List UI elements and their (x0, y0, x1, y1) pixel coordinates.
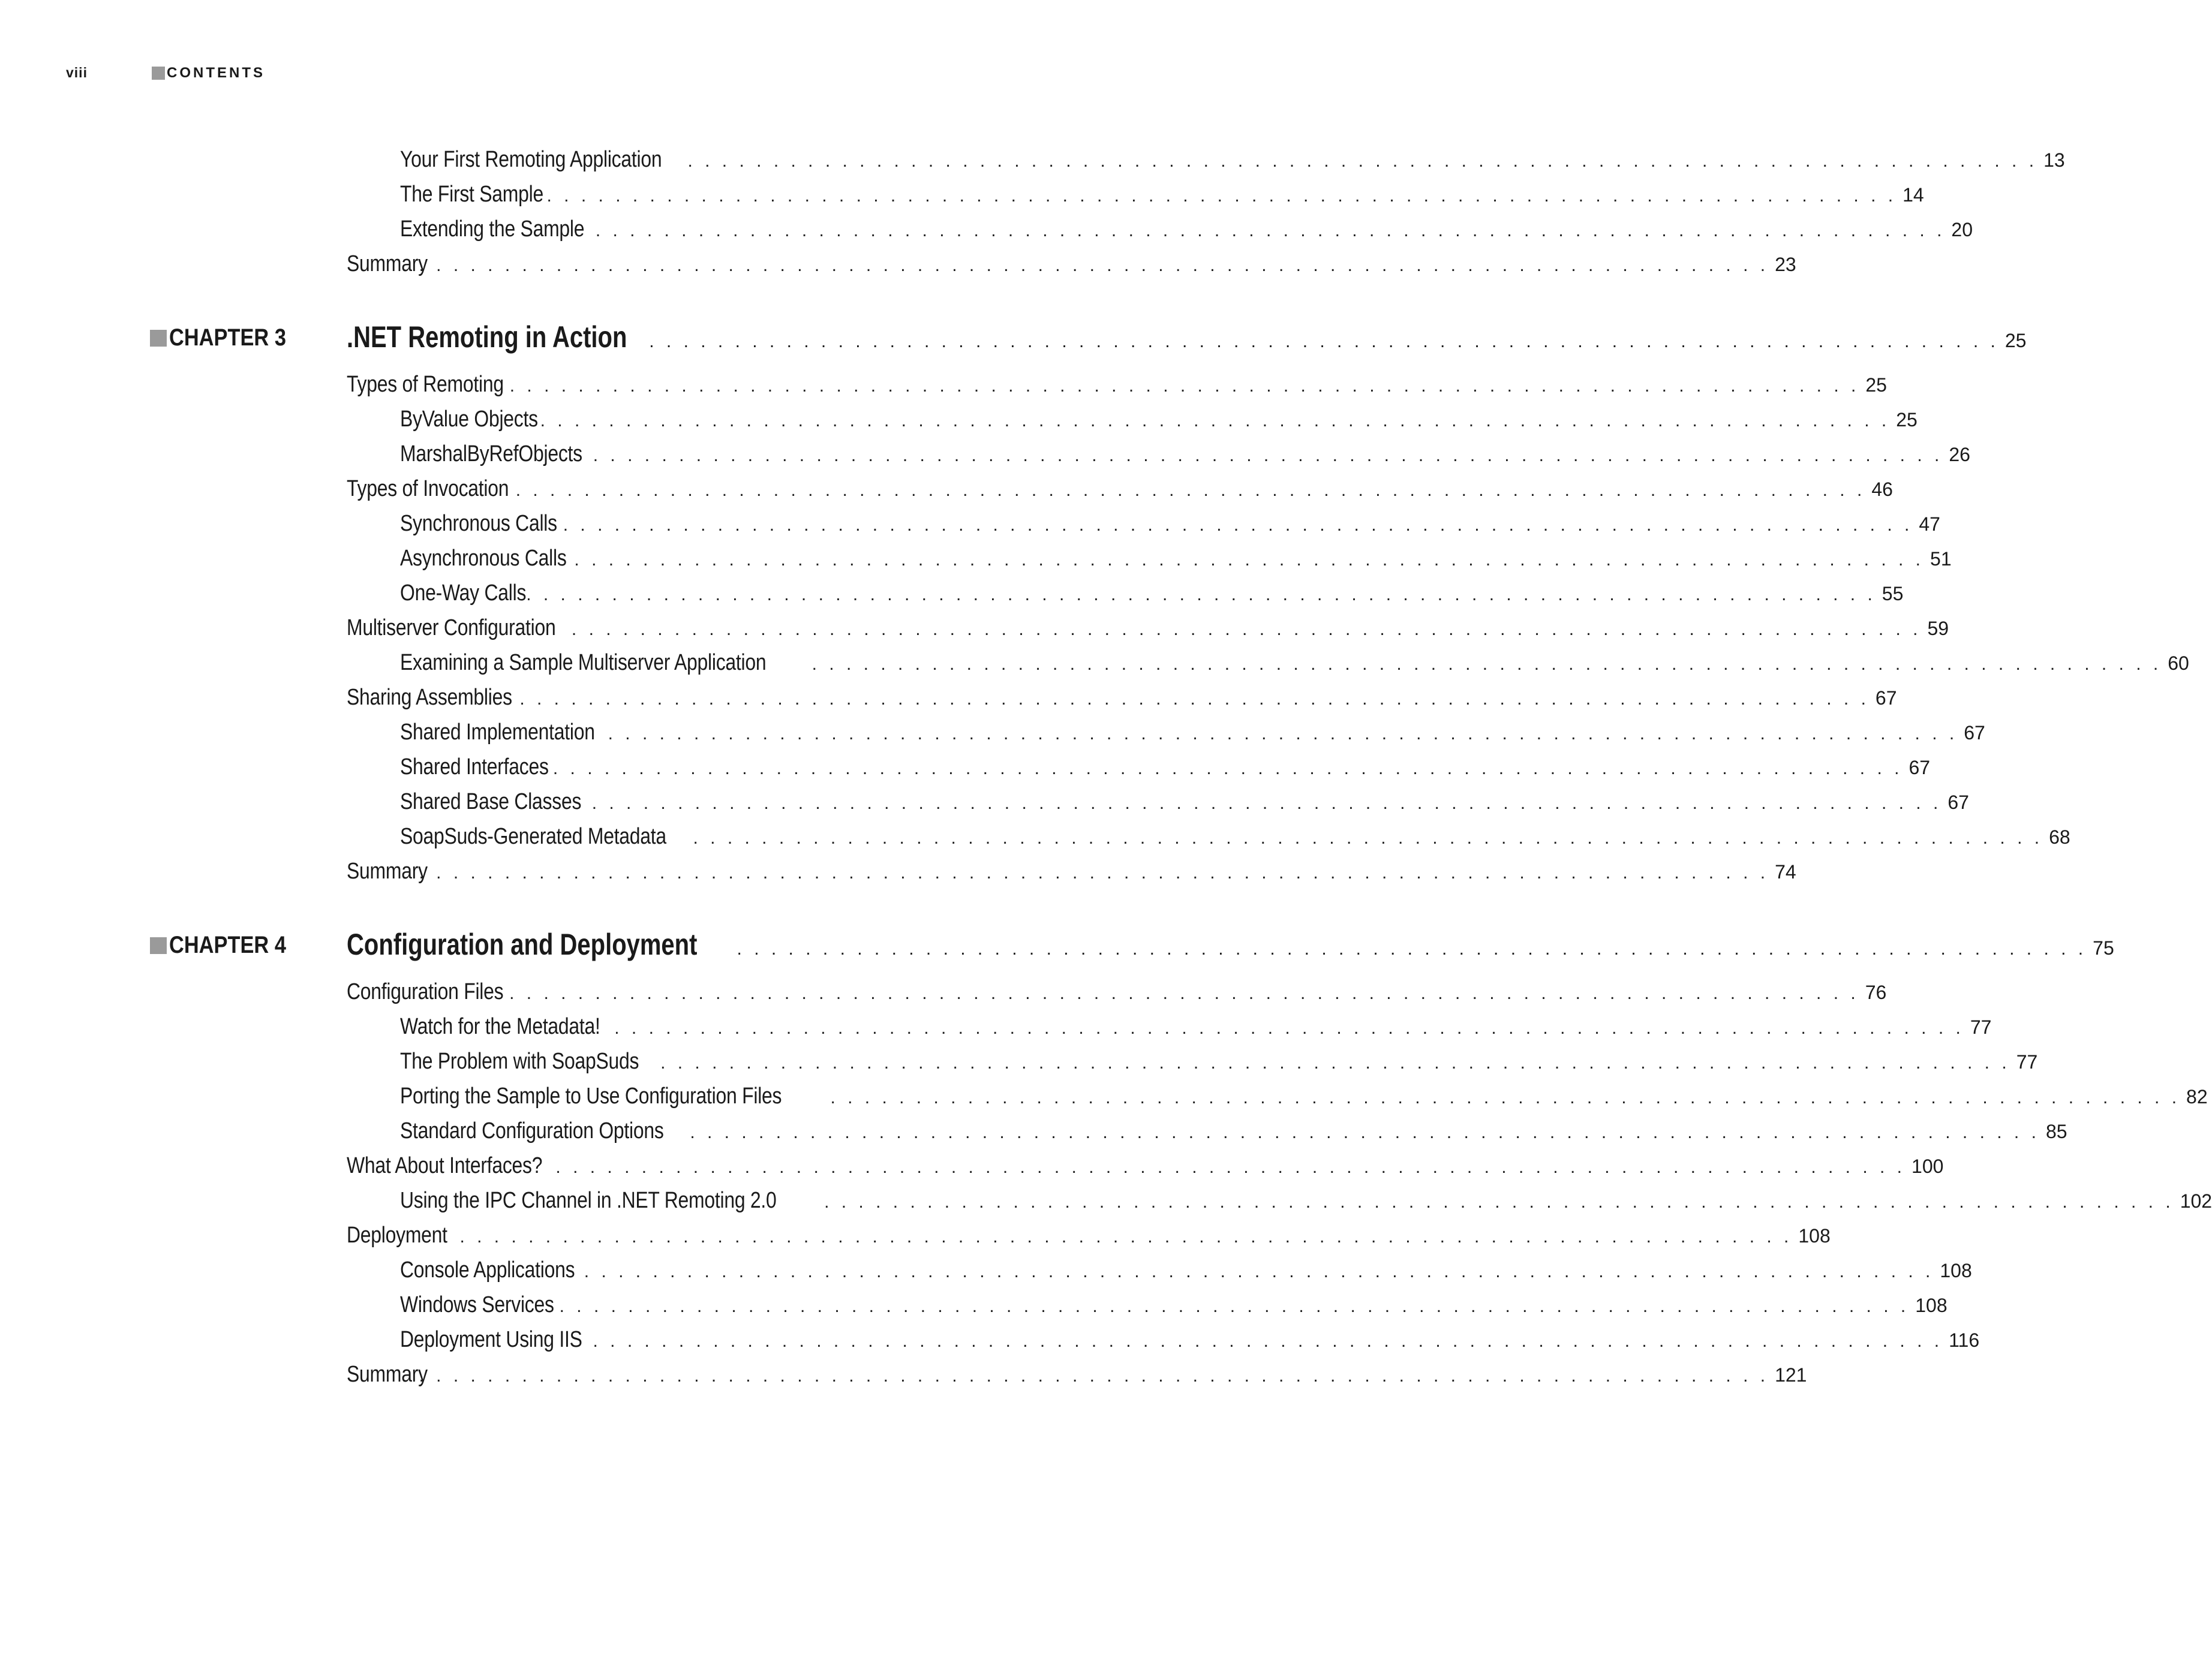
chapter-number: CHAPTER 4 (169, 932, 286, 958)
toc-entry-page: 74 (1775, 861, 1796, 883)
dot-leader: . . . . . . . . . . . . . . . . . . . . . . . . . . . . . . . . . . . . . . . . . . . . . . . . . . . . . . . . . . . . . . . . . . . . . . . . . . . . . . . (660, 1053, 2010, 1073)
dot-leader: . . . . . . . . . . . . . . . . . . . . . . . . . . . . . . . . . . . . . . . . . . . . . . . . . . . . . . . . . . . . . . . . . . . . . . . . . . . . . . . (591, 793, 1942, 813)
toc-entry[interactable] (400, 546, 1952, 579)
toc-entry[interactable] (347, 979, 1887, 1013)
toc-entry[interactable] (347, 1153, 1944, 1187)
dot-leader: . . . . . . . . . . . . . . . . . . . . . . . . . . . . . . . . . . . . . . . . . . . . . . . . . . . . . . . . . . . . . . . . . . . . . . . . . . . . . . . (584, 1262, 1934, 1281)
chapter-3-heading[interactable] (150, 320, 2027, 359)
toc-entry[interactable] (347, 1223, 1831, 1256)
toc-entry[interactable] (347, 1362, 1807, 1395)
toc-entry-title: One-Way Calls (400, 580, 527, 606)
chapter-title: .NET Remoting in Action (347, 320, 627, 354)
toc-entry-title: ByValue Objects (400, 407, 538, 432)
gray-square-icon (150, 937, 167, 954)
toc-entry[interactable] (347, 615, 1949, 649)
gray-square-icon (152, 67, 165, 80)
toc-entry-page: 77 (1970, 1016, 1992, 1038)
toc-entry-title: Windows Services (400, 1292, 554, 1317)
dot-leader: . . . . . . . . . . . . . . . . . . . . . . . . . . . . . . . . . . . . . . . . . . . . . . . . . . . . . . . . . . . . . . . . . . . . . . . . . . . . . . . (419, 863, 1769, 883)
dot-leader: . . . . . . . . . . . . . . . . . . . . . . . . . . . . . . . . . . . . . . . . . . . . . . . . . . . . . . . . . . . . . . . . . . . . . . . . . . . . . . . (830, 1088, 2181, 1108)
chapter-title: Configuration and Deployment (347, 928, 698, 961)
toc-entry-title: Summary (347, 251, 428, 276)
dot-leader: . . . . . . . . . . . . . . . . . . . . . . . . . . . . . . . . . . . . . . . . . . . . . . . . . . . . . . . . . . . . . . . . . . . . . . . . . . . . . . . (526, 585, 1876, 604)
dot-leader: . . . . . . . . . . . . . . . . . . . . . . . . . . . . . . . . . . . . . . . . . . . . . . . . . . . . . . . . . . . . . . . . . . . . . . . . . . . . . . . (559, 1296, 1910, 1316)
toc-entry-page: 85 (2045, 1121, 2067, 1142)
dot-leader: . . . . . . . . . . . . . . . . . . . . . . . . . . . . . . . . . . . . . . . . . . . . . . . . . . . . . . . . . . . . . . . . . . . . . . . . . . . . . . . (595, 221, 1946, 240)
toc-entry-title: Extending the Sample (400, 216, 585, 242)
toc-entry-title: Shared Base Classes (400, 789, 582, 814)
toc-entry-title: The First Sample (400, 182, 543, 207)
running-head (66, 65, 1086, 83)
toc-entry[interactable] (347, 251, 1796, 285)
toc-entry-page: 25 (1865, 374, 1887, 396)
toc-entry-title: Types of Invocation (347, 476, 509, 501)
dot-leader: . . . . . . . . . . . . . . . . . . . . . . . . . . . . . . . . . . . . . . . . . . . . . . . . . . . . . . . . . . . . . . . . . . . . . . . . . . . . . . . (419, 1366, 1769, 1386)
toc-entry-page: 60 (2168, 652, 2189, 674)
toc-entry-page: 67 (1947, 792, 1969, 813)
dot-leader: . . . . . . . . . . . . . . . . . . . . . . . . . . . . . . . . . . . . . . . . . . . . . . . . . . . . . . . . . . . . . . . . . . . . . . . . . . . . . . . (593, 1331, 1943, 1351)
toc-entry-page: 55 (1882, 583, 1904, 604)
toc-entry-title: Synchronous Calls (400, 511, 557, 536)
toc-entry-title: Console Applications (400, 1257, 575, 1283)
toc-entry[interactable] (400, 182, 1924, 215)
section-title: CONTENTS (167, 65, 265, 81)
toc-entry[interactable] (400, 407, 1918, 440)
dot-leader: . . . . . . . . . . . . . . . . . . . . . . . . . . . . . . . . . . . . . . . . . . . . . . . . . . . . . . . . . . . . . . . . . . . . . . . . . . . . . . . (593, 446, 1943, 465)
toc-entry-page: 14 (1903, 184, 1924, 206)
toc-entry-title: What About Interfaces? (347, 1153, 543, 1178)
toc-entry-title: SoapSuds-Generated Metadata (400, 824, 666, 849)
dot-leader: . . . . . . . . . . . . . . . . . . . . . . . . . . . . . . . . . . . . . . . . . . . . . . . . . . . . . . . . . . . . . . . . . . . . . . . . . . . . . . . (519, 689, 1870, 709)
chapter-label (150, 932, 305, 959)
toc-entry-page: 23 (1775, 254, 1796, 275)
dot-leader: . . . . . . . . . . . . . . . . . . . . . . . . . . . . . . . . . . . . . . . . . . . . . . . . . . . . . . . . . . . . . . . . . . . . . . . . . . . . . . . (649, 332, 1999, 351)
toc-entry-title: The Problem with SoapSuds (400, 1049, 639, 1074)
toc-entry[interactable] (347, 859, 1796, 892)
dot-leader: . . . . . . . . . . . . . . . . . . . . . . . . . . . . . . . . . . . . . . . . . . . . . . . . . . . . . . . . . . . . . . . . . . . . . . . . . . . . . . . (812, 654, 2162, 674)
toc-entry-title: Summary (347, 1362, 428, 1387)
toc-entry-title: Porting the Sample to Use Configuration Files (400, 1084, 782, 1109)
toc-entry-page: 116 (1949, 1329, 1980, 1351)
toc-entry-page: 77 (2016, 1051, 2038, 1073)
chapter-number: CHAPTER 3 (169, 324, 286, 351)
toc-entry-page: 76 (1865, 982, 1887, 1003)
section-marker (152, 65, 265, 82)
toc-entry-title: Types of Remoting (347, 372, 504, 397)
toc-entry-title: Watch for the Metadata! (400, 1014, 600, 1039)
dot-leader: . . . . . . . . . . . . . . . . . . . . . . . . . . . . . . . . . . . . . . . . . . . . . . . . . . . . . . . . . . . . . . . . . . . . . . . . . . . . . . . (540, 411, 1891, 431)
toc-entry-page: 25 (1896, 409, 1918, 431)
dot-leader: . . . . . . . . . . . . . . . . . . . . . . . . . . . . . . . . . . . . . . . . . . . . . . . . . . . . . . . . . . . . . . . . . . . . . . . . . . . . . . . (687, 151, 2038, 171)
chapter-title-row (347, 320, 2027, 354)
dot-leader: . . . . . . . . . . . . . . . . . . . . . . . . . . . . . . . . . . . . . . . . . . . . . . . . . . . . . . . . . . . . . . . . . . . . . . . . . . . . . . . (824, 1192, 2174, 1212)
toc-entry[interactable] (400, 441, 1970, 475)
toc-entry[interactable] (400, 1118, 2067, 1152)
toc-entry-title: Shared Interfaces (400, 754, 549, 780)
chapter-page: 75 (2093, 937, 2114, 959)
toc-entry-page: 121 (1775, 1364, 1807, 1386)
toc-entry-title: Examining a Sample Multiserver Application (400, 650, 767, 675)
toc-entry-page: 46 (1871, 479, 1893, 500)
dot-leader: . . . . . . . . . . . . . . . . . . . . . . . . . . . . . . . . . . . . . . . . . . . . . . . . . . . . . . . . . . . . . . . . . . . . . . . . . . . . . . . (614, 1018, 1964, 1038)
toc-entry-page: 67 (1875, 687, 1897, 709)
dot-leader: . . . . . . . . . . . . . . . . . . . . . . . . . . . . . . . . . . . . . . . . . . . . . . . . . . . . . . . . . . . . . . . . . . . . . . . . . . . . . . . (509, 376, 1860, 396)
dot-leader: . . . . . . . . . . . . . . . . . . . . . . . . . . . . . . . . . . . . . . . . . . . . . . . . . . . . . . . . . . . . . . . . . . . . . . . . . . . . . . . (419, 255, 1769, 275)
toc-entry[interactable] (400, 1014, 1992, 1048)
toc-entry-page: 51 (1930, 548, 1952, 570)
toc-entry-page: 20 (1951, 219, 1973, 240)
toc-entry[interactable] (400, 1049, 2038, 1082)
chapter-title-row (347, 927, 2114, 962)
toc-entry[interactable] (400, 1327, 1980, 1361)
toc-entry-title: Shared Implementation (400, 720, 595, 745)
toc-entry-page: 108 (1915, 1295, 1947, 1316)
toc-entry-title: Deployment (347, 1223, 447, 1248)
toc-entry-title: Using the IPC Channel in .NET Remoting 2.0 (400, 1188, 777, 1213)
toc-entry-title: Asynchronous Calls (400, 546, 567, 571)
toc-entry[interactable] (400, 1292, 1947, 1326)
toc-entry-page: 67 (1909, 757, 1931, 778)
toc-entry-title: Configuration Files (347, 979, 504, 1004)
dot-leader: . . . . . . . . . . . . . . . . . . . . . . . . . . . . . . . . . . . . . . . . . . . . . . . . . . . . . . . . . . . . . . . . . . . . . . . . . . . . . . . (574, 550, 1925, 570)
dot-leader: . . . . . . . . . . . . . . . . . . . . . . . . . . . . . . . . . . . . . . . . . . . . . . . . . . . . . . . . . . . . . . . . . . . . . . . . . . . . . . . (563, 515, 1913, 535)
dot-leader: . . . . . . . . . . . . . . . . . . . . . . . . . . . . . . . . . . . . . . . . . . . . . . . . . . . . . . . . . . . . . . . . . . . . . . . . . . . . . . . (690, 1123, 2040, 1142)
toc-entry-title: Sharing Assemblies (347, 685, 512, 710)
toc-entry[interactable] (347, 476, 1893, 510)
toc-entry-title: Summary (347, 859, 428, 884)
toc-entry-page: 26 (1949, 444, 1970, 465)
toc-entry-page: 68 (2049, 826, 2070, 848)
toc-entry[interactable] (400, 720, 1985, 753)
gray-square-icon (150, 330, 167, 347)
toc-entry[interactable] (400, 1084, 2208, 1117)
toc-entry-page: 67 (1964, 722, 1985, 744)
toc-entry[interactable] (400, 147, 2065, 180)
chapter-4-heading[interactable] (150, 927, 2114, 967)
toc-entry-page: 108 (1798, 1225, 1831, 1247)
toc-entry[interactable] (400, 650, 2189, 684)
toc-entry-page: 59 (1927, 618, 1949, 639)
toc-entry-title: Deployment Using IIS (400, 1327, 582, 1352)
dot-leader: . . . . . . . . . . . . . . . . . . . . . . . . . . . . . . . . . . . . . . . . . . . . . . . . . . . . . . . . . . . . . . . . . . . . . . . . . . . . . . . (546, 186, 1897, 206)
toc-entry-title: Multiserver Configuration (347, 615, 556, 640)
toc-entry-page: 102 (2180, 1190, 2212, 1212)
dot-leader: . . . . . . . . . . . . . . . . . . . . . . . . . . . . . . . . . . . . . . . . . . . . . . . . . . . . . . . . . . . . . . . . . . . . . . . . . . . . . . . (555, 1157, 1906, 1177)
toc-entry-title: Your First Remoting Application (400, 147, 662, 172)
toc-entry-page: 47 (1919, 513, 1940, 535)
page-number: viii (66, 65, 88, 80)
toc-entry[interactable] (347, 685, 1897, 718)
toc-entry-page: 108 (1940, 1260, 1972, 1281)
toc-entry-title: Standard Configuration Options (400, 1118, 664, 1144)
toc-entry[interactable] (400, 824, 2070, 857)
dot-leader: . . . . . . . . . . . . . . . . . . . . . . . . . . . . . . . . . . . . . . . . . . . . . . . . . . . . . . . . . . . . . . . . . . . . . . . . . . . . . . . (515, 480, 1866, 500)
dot-leader: . . . . . . . . . . . . . . . . . . . . . . . . . . . . . . . . . . . . . . . . . . . . . . . . . . . . . . . . . . . . . . . . . . . . . . . . . . . . . . . (509, 983, 1859, 1003)
toc-entry-page: 13 (2043, 149, 2065, 171)
chapter-page: 25 (2004, 330, 2027, 351)
toc-entry-page: 100 (1912, 1156, 1944, 1177)
dot-leader: . . . . . . . . . . . . . . . . . . . . . . . . . . . . . . . . . . . . . . . . . . . . . . . . . . . . . . . . . . . . . . . . . . . . . . . . . . . . . . . (552, 759, 1903, 778)
toc-entry-page: 82 (2186, 1086, 2208, 1108)
toc-entry[interactable] (400, 511, 1940, 544)
toc-entry[interactable] (400, 580, 1904, 614)
dot-leader: . . . . . . . . . . . . . . . . . . . . . . . . . . . . . . . . . . . . . . . . . . . . . . . . . . . . . . . . . . . . . . . . . . . . . . . . . . . . . . . (608, 724, 1958, 744)
chapter-label (150, 324, 305, 351)
toc-entry[interactable] (347, 372, 1887, 405)
dot-leader: . . . . . . . . . . . . . . . . . . . . . . . . . . . . . . . . . . . . . . . . . . . . . . . . . . . . . . . . . . . . . . . . . . . . . . . . . . . . . . . (693, 828, 2043, 848)
toc-entry[interactable] (400, 1257, 1972, 1291)
dot-leader: . . . . . . . . . . . . . . . . . . . . . . . . . . . . . . . . . . . . . . . . . . . . . . . . . . . . . . . . . . . . . . . . . . . . . . . . . . . . . . . (737, 939, 2087, 959)
toc-entry[interactable] (400, 216, 1973, 250)
toc-entry-title: MarshalByRefObjects (400, 441, 582, 467)
dot-leader: . . . . . . . . . . . . . . . . . . . . . . . . . . . . . . . . . . . . . . . . . . . . . . . . . . . . . . . . . . . . . . . . . . . . . . . . . . . . . . . (571, 619, 1922, 639)
toc-entry[interactable] (400, 789, 1969, 823)
toc-entry[interactable] (400, 754, 1931, 788)
dot-leader: . . . . . . . . . . . . . . . . . . . . . . . . . . . . . . . . . . . . . . . . . . . . . . . . . . . . . . . . . . . . . . . . . . . . . . . . . . . . . . . (442, 1227, 1793, 1247)
toc-entry[interactable] (400, 1188, 2212, 1221)
